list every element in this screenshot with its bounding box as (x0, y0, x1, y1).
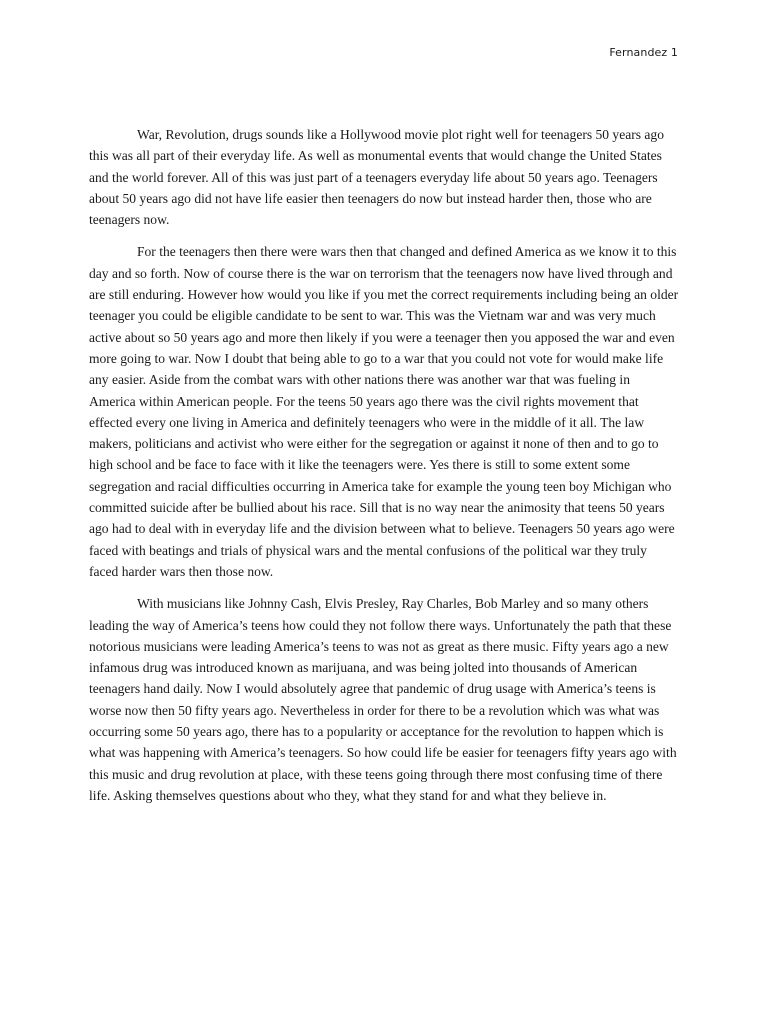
paragraph-3: With musicians like Johnny Cash, Elvis Presley, Ray Charles, Bob Marley and so many others leading the way of America’s teens how could they not follow there ways. Unfortunately the path that these notorious musicians were leading America’s teens to was not as great as there music. Fifty years ago a new infamous drug was introduced known as marijuana, and was being jolted into thousands of American teenagers hand daily. Now I would absolutely agree that pandemic of drug usage with America’s teens is worse now then 50 fifty years ago. Nevertheless in order for there to be a revolution which was what was occurring some 50 years ago, there has to a popularity or acceptance for the revolution to happen which is what was happening with America’s teenagers. So how could life be easier for teenagers fifty years ago with this music and drug revolution at place, with these teens going through there most confusing time of there life. Asking themselves questions about who they, what they stand for and what they believe in. (89, 596, 677, 803)
paragraph-2: For the teenagers then there were wars then that changed and defined America as we know it to this day and so forth. Now of course there is the war on terrorism that the teenagers now have lived through and are still enduring. However how would you like if you met the correct requirements including being an older teenager you could be eligible candidate to be sent to war. This was the Vietnam war and was very much active about so 50 years ago and more then likely if you were a teenager then you apposed the war and even more going to war. Now I doubt that being able to go to a war that you could not vote for would make life any easier. Aside from the combat wars with other nations there was another war that was fueling in America within American people. For the teens 50 years ago there was the civil rights movement that effected every one living in America and definitely teenagers who were in the middle of it all. The law makers, politicians and activist who were either for the segregation or against it none of then and to go to high school and be face to face with it like the teenagers were. Yes there is still to some extent some segregation and racial difficulties occurring in America take for example the young teen boy Michigan who committed suicide after be bullied about his race. Sill that is no way near the animosity that teens 50 years ago had to deal with in everyday life and the division between what to believe. Teenagers 50 years ago were faced with beatings and trials of physical wars and the mental confusions of the political war they truly faced harder wars then those now. (89, 244, 679, 579)
page-header: Fernandez 1 (609, 46, 678, 59)
essay-body (89, 124, 679, 817)
paragraph-1: War, Revolution, drugs sounds like a Hollywood movie plot right well for teenagers 50 years ago this was all part of their everyday life. As well as monumental events that would change the United States and the world forever. All of this was just part of a teenagers everyday life about 50 years ago. Teenagers about 50 years ago did not have life easier then teenagers do now but instead harder then, those who are teenagers now. (89, 127, 664, 228)
